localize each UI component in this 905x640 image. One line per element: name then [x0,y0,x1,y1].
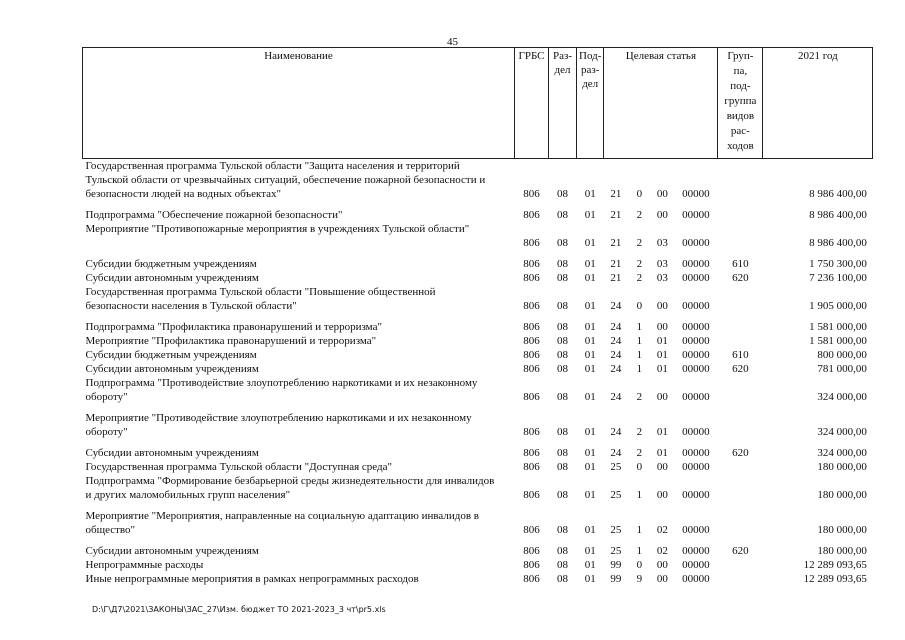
row-name: Подпрограмма "Профилактика правонарушений и терроризма" [85,321,382,333]
row-cs-subprogram: 1 [636,335,643,347]
row-grbs: 806 [523,321,540,333]
row-gruppa [718,320,763,334]
row-grbs: 806 [523,188,540,200]
header-podrazdel: Под- раз- дел [577,48,604,159]
row-grbs: 806 [523,559,540,571]
row-cs-event: 03 [656,258,668,270]
row-name: Государственная программа Тульской области "Доступная среда" [85,461,393,473]
row-cs-program: 24 [610,391,622,403]
row-sum: 8 986 400,00 [809,209,867,221]
table-header-row [83,48,873,159]
row-razdel: 08 [557,447,568,459]
row-podrazdel: 01 [584,363,596,375]
row-razdel: 08 [557,272,568,284]
row-cs-event: 01 [656,335,668,347]
row-name: Субсидии автономным учреждениям [85,272,259,284]
header-razdel: Раз- дел [549,48,577,159]
row-grbs: 806 [523,426,540,438]
row-cs-program: 99 [610,559,622,571]
row-razdel: 08 [557,559,568,571]
table-row [83,446,873,460]
table-row [83,208,873,222]
row-gruppa: 610 [732,349,749,361]
row-cs-direction: 00000 [682,524,710,536]
row-cs-direction: 00000 [682,573,710,585]
table-row [83,159,873,209]
row-cs-event: 02 [656,524,668,536]
row-podrazdel: 01 [584,272,596,284]
row-razdel: 08 [557,489,568,501]
row-name: Подпрограмма "Противодействие злоупотреблению наркотиками и их незаконному обороту" [85,377,478,403]
row-podrazdel: 01 [584,349,596,361]
row-sum: 180 000,00 [817,545,867,557]
table-row [83,474,873,509]
row-podrazdel: 01 [584,545,596,557]
table-row [83,544,873,558]
row-name: Субсидии бюджетным учреждениям [85,258,257,270]
row-razdel: 08 [557,391,568,403]
table-row [83,362,873,376]
row-podrazdel: 01 [584,447,596,459]
header-gruppa: Груп- па, под- группа видов рас- ходов [718,48,763,159]
row-cs-subprogram: 2 [636,258,643,270]
row-grbs: 806 [523,272,540,284]
row-gruppa [718,334,763,348]
row-cs-event: 00 [656,209,668,221]
row-sum: 324 000,00 [817,447,867,459]
table-body [83,159,873,587]
row-razdel: 08 [557,573,568,585]
row-gruppa [718,460,763,474]
row-name: Непрограммные расходы [85,559,204,571]
row-cs-program: 21 [610,237,622,249]
row-name: Подпрограмма "Формирование безбарьерной среды жизнедеятельности для инвалидов и других маломобильных групп населения" [85,475,495,501]
row-cs-direction: 00000 [682,391,710,403]
row-cs-event: 00 [656,321,668,333]
table-row [83,572,873,586]
row-cs-program: 24 [610,321,622,333]
row-cs-direction: 00000 [682,209,710,221]
row-razdel: 08 [557,426,568,438]
header-year: 2021 год [763,48,873,159]
row-sum: 12 289 093,65 [803,573,867,585]
row-grbs: 806 [523,489,540,501]
row-razdel: 08 [557,258,568,270]
row-grbs: 806 [523,209,540,221]
row-gruppa [718,376,763,411]
row-sum: 324 000,00 [817,426,867,438]
row-grbs: 806 [523,545,540,557]
row-cs-program: 24 [610,300,622,312]
row-gruppa: 620 [732,447,749,459]
row-sum: 8 986 400,00 [809,237,867,249]
row-cs-direction: 00000 [682,188,710,200]
row-podrazdel: 01 [584,300,596,312]
row-cs-event: 02 [656,545,668,557]
row-razdel: 08 [557,300,568,312]
row-cs-program: 25 [610,524,622,536]
row-cs-subprogram: 1 [636,363,643,375]
table-row [83,334,873,348]
row-gruppa [718,509,763,544]
row-podrazdel: 01 [584,461,596,473]
row-sum: 180 000,00 [817,489,867,501]
header-celevaya: Целевая статья [604,48,718,159]
page-number: 45 [447,36,458,48]
row-cs-event: 00 [656,489,668,501]
row-name: Государственная программа Тульской области "Повышение общественной безопасности населения в Тульской области" [85,286,436,312]
row-sum: 8 986 400,00 [809,188,867,200]
table-row [83,320,873,334]
table-row [83,348,873,362]
table-row [83,460,873,474]
row-podrazdel: 01 [584,489,596,501]
row-cs-subprogram: 2 [636,209,643,221]
table-row [83,376,873,411]
row-gruppa [718,222,763,257]
row-name: Мероприятие "Мероприятия, направленные на социальную адаптацию инвалидов в общество" [85,510,479,536]
row-podrazdel: 01 [584,524,596,536]
row-cs-program: 24 [610,363,622,375]
row-cs-event: 00 [656,391,668,403]
row-sum: 1 905 000,00 [809,300,867,312]
row-cs-direction: 00000 [682,300,710,312]
row-cs-event: 01 [656,363,668,375]
row-cs-program: 25 [610,545,622,557]
row-razdel: 08 [557,363,568,375]
row-cs-subprogram: 2 [636,237,643,249]
row-podrazdel: 01 [584,188,596,200]
row-cs-event: 03 [656,272,668,284]
row-cs-subprogram: 1 [636,321,643,333]
row-cs-event: 01 [656,426,668,438]
row-cs-program: 25 [610,461,622,473]
row-razdel: 08 [557,209,568,221]
row-cs-subprogram: 0 [636,188,643,200]
row-razdel: 08 [557,335,568,347]
row-cs-subprogram: 0 [636,300,643,312]
row-name: Государственная программа Тульской области "Защита населения и территорий Тульской области от чрезвычайных ситуаций, обеспечение пожарной безопасности и безопасности людей на водных объектах" [85,160,486,200]
row-name: Субсидии бюджетным учреждениям [85,349,257,361]
row-cs-subprogram: 0 [636,559,643,571]
table-row [83,222,873,257]
row-sum: 781 000,00 [817,363,867,375]
row-gruppa: 620 [732,272,749,284]
row-cs-direction: 00000 [682,545,710,557]
row-cs-event: 01 [656,447,668,459]
row-cs-subprogram: 1 [636,489,643,501]
row-name: Субсидии автономным учреждениям [85,363,259,375]
row-sum: 180 000,00 [817,461,867,473]
table-row [83,285,873,320]
row-cs-direction: 00000 [682,559,710,571]
row-cs-event: 00 [656,188,668,200]
row-cs-direction: 00000 [682,489,710,501]
row-cs-event: 03 [656,237,668,249]
row-name: Субсидии автономным учреждениям [85,447,259,459]
row-cs-program: 25 [610,489,622,501]
row-grbs: 806 [523,335,540,347]
row-sum: 324 000,00 [817,391,867,403]
row-grbs: 806 [523,524,540,536]
row-sum: 180 000,00 [817,524,867,536]
header-grbs: ГРБС [515,48,549,159]
footer-file-path: D:\Г\Д7\2021\ЗАКОНЫ\ЗАС_27\Изм. бюджет ТО 2021-2023_3 чт\pr5.xls [92,605,386,614]
row-grbs: 806 [523,258,540,270]
row-podrazdel: 01 [584,321,596,333]
row-sum: 800 000,00 [817,349,867,361]
row-cs-event: 00 [656,461,668,473]
row-gruppa [718,572,763,586]
row-razdel: 08 [557,349,568,361]
row-cs-direction: 00000 [682,461,710,473]
row-gruppa: 620 [732,363,749,375]
row-cs-direction: 00000 [682,321,710,333]
row-podrazdel: 01 [584,573,596,585]
row-razdel: 08 [557,524,568,536]
budget-table [82,47,873,586]
row-cs-subprogram: 9 [636,573,643,585]
row-cs-subprogram: 1 [636,524,643,536]
row-cs-direction: 00000 [682,258,710,270]
row-sum: 1 750 300,00 [809,258,867,270]
row-cs-program: 21 [610,209,622,221]
row-name: Мероприятие "Противопожарные мероприятия в учреждениях Тульской области" [85,223,470,235]
table-row [83,257,873,271]
row-cs-direction: 00000 [682,335,710,347]
row-cs-program: 21 [610,258,622,270]
row-cs-event: 00 [656,559,668,571]
row-cs-direction: 00000 [682,272,710,284]
row-gruppa [718,411,763,446]
row-gruppa [718,558,763,572]
row-cs-direction: 00000 [682,363,710,375]
row-cs-program: 21 [610,272,622,284]
row-gruppa [718,285,763,320]
row-podrazdel: 01 [584,258,596,270]
row-gruppa [718,159,763,209]
row-podrazdel: 01 [584,335,596,347]
row-cs-program: 24 [610,447,622,459]
row-grbs: 806 [523,300,540,312]
row-grbs: 806 [523,573,540,585]
row-name: Мероприятие "Профилактика правонарушений и терроризма" [85,335,377,347]
row-cs-subprogram: 0 [636,461,643,473]
row-cs-program: 24 [610,349,622,361]
row-grbs: 806 [523,363,540,375]
row-grbs: 806 [523,349,540,361]
row-cs-subprogram: 2 [636,391,643,403]
row-podrazdel: 01 [584,237,596,249]
row-cs-program: 99 [610,573,622,585]
row-cs-event: 00 [656,300,668,312]
row-cs-subprogram: 2 [636,272,643,284]
row-sum: 7 236 100,00 [809,272,867,284]
row-gruppa [718,474,763,509]
row-cs-direction: 00000 [682,349,710,361]
row-grbs: 806 [523,447,540,459]
row-cs-program: 24 [610,335,622,347]
row-cs-event: 01 [656,349,668,361]
row-razdel: 08 [557,321,568,333]
row-razdel: 08 [557,237,568,249]
table-row [83,271,873,285]
row-cs-program: 21 [610,188,622,200]
row-razdel: 08 [557,188,568,200]
row-sum: 12 289 093,65 [803,559,867,571]
row-cs-direction: 00000 [682,447,710,459]
row-cs-direction: 00000 [682,237,710,249]
row-grbs: 806 [523,237,540,249]
row-sum: 1 581 000,00 [809,321,867,333]
row-name: Иные непрограммные мероприятия в рамках непрограммных расходов [85,573,419,585]
row-name: Подпрограмма "Обеспечение пожарной безопасности" [85,209,343,221]
row-grbs: 806 [523,461,540,473]
row-razdel: 08 [557,545,568,557]
row-podrazdel: 01 [584,391,596,403]
table-row [83,558,873,572]
row-grbs: 806 [523,391,540,403]
row-podrazdel: 01 [584,559,596,571]
table-row [83,411,873,446]
row-cs-direction: 00000 [682,426,710,438]
row-podrazdel: 01 [584,426,596,438]
row-razdel: 08 [557,461,568,473]
row-name: Мероприятие "Противодействие злоупотреблению наркотиками и их незаконному обороту" [85,412,472,438]
row-sum: 1 581 000,00 [809,335,867,347]
row-gruppa [718,208,763,222]
row-podrazdel: 01 [584,209,596,221]
table-row [83,509,873,544]
row-cs-subprogram: 2 [636,447,643,459]
row-cs-subprogram: 2 [636,426,643,438]
row-cs-subprogram: 1 [636,545,643,557]
row-cs-subprogram: 1 [636,349,643,361]
row-name: Субсидии автономным учреждениям [85,545,259,557]
row-gruppa: 610 [732,258,749,270]
row-cs-program: 24 [610,426,622,438]
row-gruppa: 620 [732,545,749,557]
header-name: Наименование [83,48,515,159]
row-cs-event: 00 [656,573,668,585]
